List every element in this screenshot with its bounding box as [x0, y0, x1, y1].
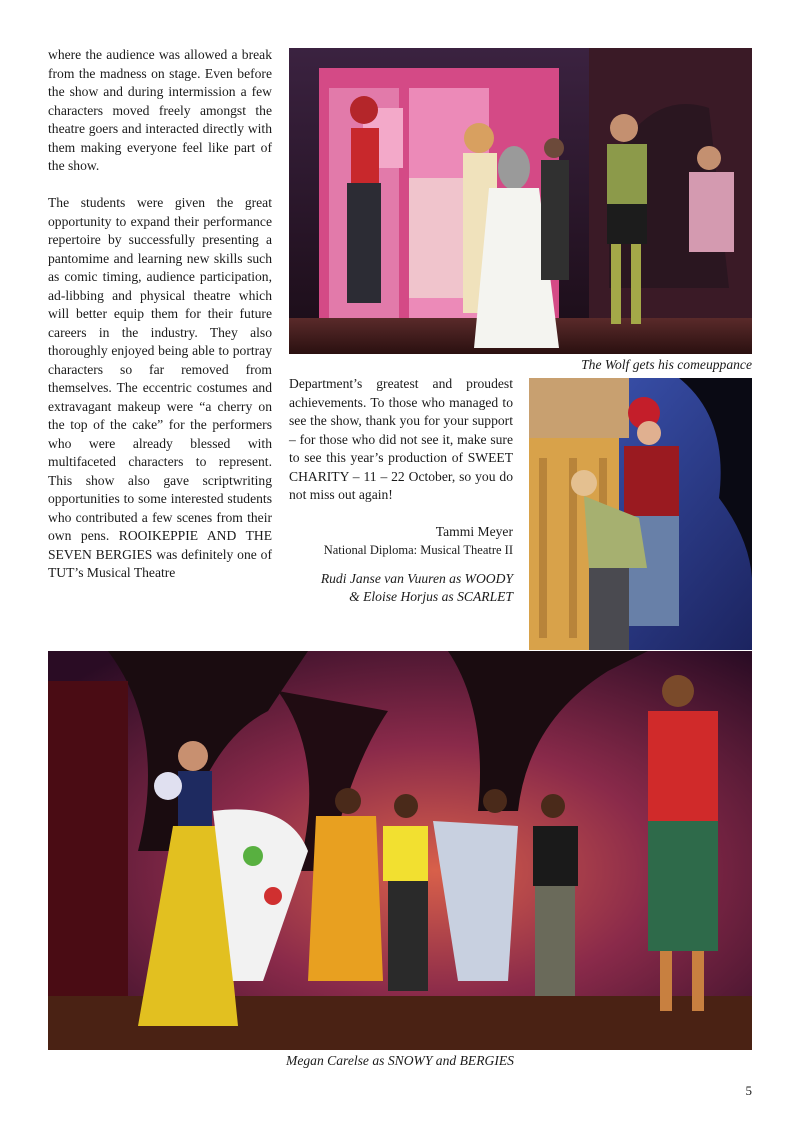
woody-caption-line-2: & Eloise Horjus as SCARLET [349, 589, 513, 604]
wolf-scene-photo [289, 48, 752, 354]
woody-scarlet-photo [529, 378, 752, 650]
wolf-photo-caption: The Wolf gets his comeuppance [581, 357, 752, 372]
paragraph-achievements: Department’s greatest and proudest achievements. To those who managed to see the show, thank you for your support – for those who did not see it, make sure to see this year’s production of SWEET CHARITY – 11 – 22 October, so you do not miss out again! [289, 376, 513, 502]
woody-photo-caption [289, 570, 513, 607]
author-course: National Diploma: Musical Theatre II [323, 543, 513, 557]
author-name: Tammi Meyer [435, 523, 513, 539]
middle-text-column [289, 375, 513, 607]
snowy-photo-caption: Megan Carelse as SNOWY and BERGIES [286, 1053, 514, 1068]
snowy-bergies-photo [48, 651, 752, 1050]
paragraph-students: The students were given the great opportunity to expand their performance repertoire by successfully presenting a pantomime and learning new skills such as comic timing, audience participation, ad-libbing and physical theatre which will better equip them for their future careers in the industry. They also thoroughly enjoyed being able to portray characters so far removed from themselves. The eccentric costumes and extravagant makeup were “a cherry on the top of the cake” for the performers who were already blessed with multifaceted characters to represent. This show also gave scriptwriting opportunities to some interested students who contributed a few scenes from their own pens. ROOIKEPPIE AND THE SEVEN BERGIES was definitely one of TUT’s Musical Theatre [48, 195, 272, 580]
woody-caption-line-1: Rudi Janse van Vuuren as WOODY [320, 570, 513, 586]
page-number: 5 [745, 1083, 752, 1098]
left-text-column [48, 46, 272, 583]
paragraph-audience: where the audience was allowed a break from the madness on stage. Even before the show and during intermission a few characters moved freely amongst the theatre goers and interacted directly with them making everyone feel like part of the show. [48, 47, 272, 173]
